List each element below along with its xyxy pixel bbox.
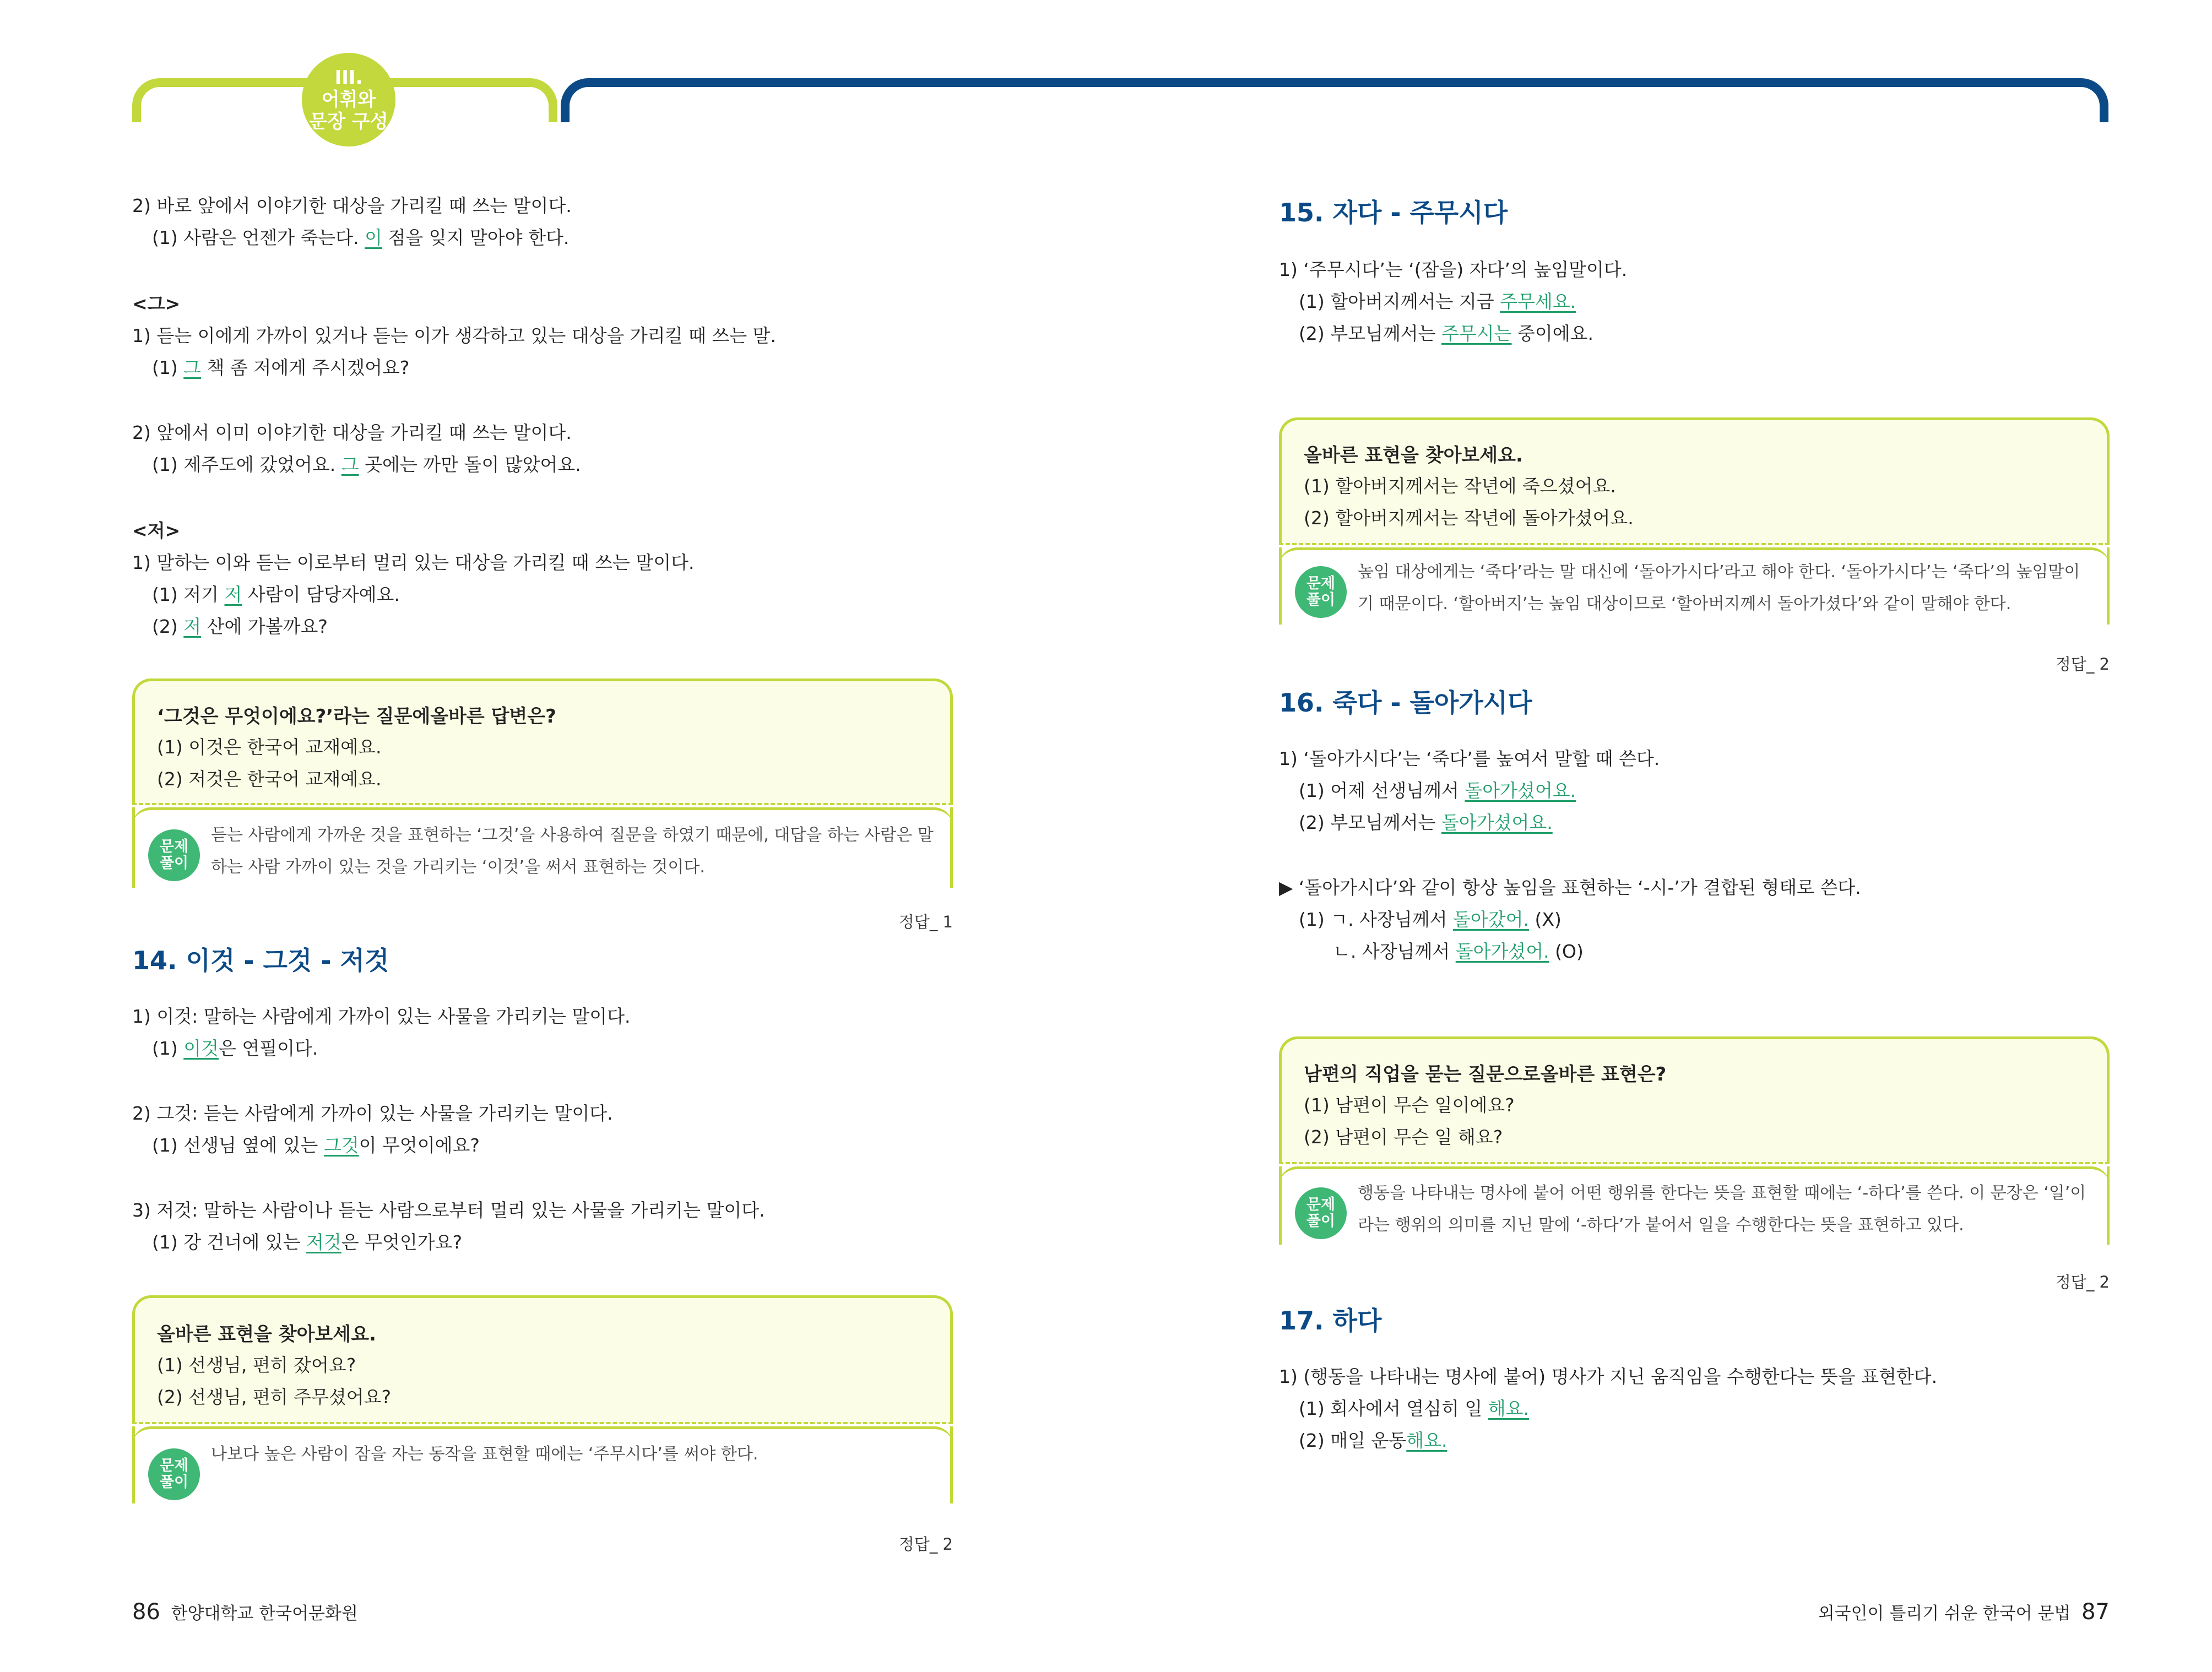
subheading: <그> xyxy=(132,293,181,314)
badge-text: 문제 xyxy=(159,838,189,855)
solution-box xyxy=(132,807,953,888)
example-text: 책 좀 저에게 주시겠어요? xyxy=(201,357,410,378)
example-line xyxy=(132,454,581,476)
text-line: 1) (행동을 나타내는 명사에 붙어) 명사가 지닌 움직임을 수행한다는 뜻을 표현한다. xyxy=(1279,1366,1938,1387)
quiz-option: (2) 선생님, 편히 주무셨어요? xyxy=(157,1386,391,1408)
example-text: (1) 저기 xyxy=(152,584,225,605)
quiz-question: 남편의 직업을 묻는 질문으로올바른 표현은? xyxy=(1304,1063,1667,1085)
page-footer xyxy=(1818,1599,2110,1625)
highlight-word: 돌아가셨어요. xyxy=(1441,812,1553,833)
example-text: (1) 사람은 언젠가 죽는다. xyxy=(152,227,365,248)
quiz-box xyxy=(132,678,953,805)
quiz-option: (1) 할아버지께서는 작년에 죽으셨어요. xyxy=(1304,475,1616,497)
example-text: (2) 부모님께서는 xyxy=(1299,323,1441,344)
example-line xyxy=(1279,812,1553,834)
text-line: 1) 이것: 말하는 사람에게 가까이 있는 사물을 가리키는 말이다. xyxy=(132,1006,631,1027)
example-text: (1) 어제 선생님께서 xyxy=(1299,780,1465,801)
subheading: <저> xyxy=(132,520,181,541)
example-text: 곳에는 까만 돌이 많았어요. xyxy=(359,454,581,475)
text-line: 2) 앞에서 이미 이야기한 대상을 가리킬 때 쓰는 말이다. xyxy=(132,422,572,443)
highlight-word: 그 xyxy=(341,454,359,475)
example-text: (1) 할아버지께서는 지금 xyxy=(1299,291,1500,312)
answer-label: 정답_ 1 xyxy=(898,913,953,931)
chapter-badge xyxy=(302,53,395,146)
example-line xyxy=(1279,291,1576,313)
solution-badge xyxy=(1295,1187,1347,1239)
example-text: 산에 가볼까요? xyxy=(201,616,328,637)
example-text: (O) xyxy=(1549,941,1584,962)
solution-box xyxy=(1279,547,2110,625)
badge-text: 문제 xyxy=(159,1457,189,1474)
quiz-box xyxy=(1279,417,2110,545)
quiz-option: (2) 남편이 무슨 일 해요? xyxy=(1304,1126,1503,1148)
example-line xyxy=(1279,1398,1529,1420)
solution-box xyxy=(132,1426,953,1503)
example-text: 중이에요. xyxy=(1511,323,1594,344)
publisher-name: 한양대학교 한국어문화원 xyxy=(171,1604,358,1624)
text-line: 2) 바로 앞에서 이야기한 대상을 가리킬 때 쓰는 말이다. xyxy=(132,195,572,216)
quiz-option: (2) 저것은 한국어 교재예요. xyxy=(157,768,382,790)
quiz-box xyxy=(1279,1036,2110,1164)
example-line xyxy=(132,1231,462,1253)
page-number: 87 xyxy=(2081,1599,2110,1625)
example-text: (1) 선생님 옆에 있는 xyxy=(152,1134,324,1156)
solution-badge xyxy=(148,829,200,881)
example-text: 은 무엇인가요? xyxy=(341,1231,463,1253)
answer-label: 정답_ 2 xyxy=(2055,655,2110,674)
example-line xyxy=(1279,909,1562,931)
highlight-word: 이것 xyxy=(183,1038,219,1059)
badge-text: 풀이 xyxy=(1306,1213,1336,1230)
answer-label: 정답_ 2 xyxy=(2055,1273,2110,1291)
highlight-word: 그것 xyxy=(323,1134,359,1156)
solution-text: 나보다 높은 사람이 잠을 자는 동작을 표현할 때에는 ‘주무시다’를 써야 한다. xyxy=(211,1445,758,1464)
solution-text: 행동을 나타내는 명사에 붙어 어떤 행위를 한다는 뜻을 표현할 때에는 ‘-하다’를 쓴다. 이 문장은 ‘일’이라는 행위의 의미를 지닌 말에 ‘-하다’가 붙어서 일을 수행한다는 뜻을 표현하고 있다. xyxy=(1358,1184,2086,1235)
example-line xyxy=(132,227,569,249)
badge-text: 풀이 xyxy=(159,855,189,872)
example-line xyxy=(132,357,409,379)
quiz-box xyxy=(132,1295,953,1424)
example-text: 이 무엇이에요? xyxy=(359,1134,480,1156)
highlight-word: 해요. xyxy=(1406,1430,1447,1451)
section-title: 15. 자다 - 주무시다 xyxy=(1279,198,1508,227)
text-line: 1) ‘주무시다’는 ‘(잠을) 자다’의 높임말이다. xyxy=(1279,259,1628,280)
text-line: ▶ ‘돌아가시다’와 같이 항상 높임을 표현하는 ‘-시-’가 결합된 형태로 쓴다. xyxy=(1279,877,1861,898)
example-text: (1) 회사에서 열심히 일 xyxy=(1299,1398,1488,1419)
badge-text: 문제 xyxy=(1306,1196,1336,1213)
example-text: 은 연필이다. xyxy=(219,1038,318,1059)
example-line xyxy=(132,584,400,606)
quiz-option: (2) 할아버지께서는 작년에 돌아가셨어요. xyxy=(1304,507,1634,529)
example-line xyxy=(1279,1430,1447,1452)
example-line xyxy=(132,1134,480,1157)
highlight-word: 저 xyxy=(224,584,242,605)
text-line: 2) 그것: 듣는 사람에게 가까이 있는 사물을 가리키는 말이다. xyxy=(132,1103,613,1124)
section-title: 14. 이것 - 그것 - 저것 xyxy=(132,946,389,975)
solution-box xyxy=(1279,1166,2110,1245)
section-title: 17. 하다 xyxy=(1279,1306,1382,1336)
text-line: 3) 저것: 말하는 사람이나 듣는 사람으로부터 멀리 있는 사물을 가리키는 말이다. xyxy=(132,1199,765,1221)
answer-label: 정답_ 2 xyxy=(898,1535,953,1554)
header-bar-right xyxy=(561,78,2108,122)
example-text: 점을 잊지 말아야 한다. xyxy=(382,227,570,248)
solution-badge xyxy=(148,1448,200,1500)
badge-text: 풀이 xyxy=(159,1474,189,1491)
section-title: 16. 죽다 - 돌아가시다 xyxy=(1279,688,1532,718)
example-line xyxy=(1279,780,1576,802)
quiz-question: ‘그것은 무엇이에요?’라는 질문에올바른 답변은? xyxy=(157,705,556,728)
example-text: (1) xyxy=(152,1038,184,1059)
highlight-word: 그 xyxy=(183,357,202,378)
text-line: 1) 말하는 이와 듣는 이로부터 멀리 있는 대상을 가리킬 때 쓰는 말이다. xyxy=(132,552,695,573)
quiz-question: 올바른 표현을 찾아보세요. xyxy=(157,1323,376,1345)
highlight-word: 이 xyxy=(365,227,382,248)
highlight-word: 돌아가셨어. xyxy=(1455,941,1549,962)
chapter-title-2: 문장 구성 xyxy=(309,111,388,133)
highlight-word: 돌아가셨어요. xyxy=(1465,780,1576,801)
highlight-word: 저것 xyxy=(306,1231,341,1253)
solution-text: 듣는 사람에게 가까운 것을 표현하는 ‘그것’을 사용하여 질문을 하였기 때문에, 대답을 하는 사람은 말하는 사람 가까이 있는 것을 가리키는 ‘이것’을 써서 표현하는 것이다. xyxy=(211,826,934,877)
quiz-option: (1) 이것은 한국어 교재예요. xyxy=(157,736,382,758)
example-text: (1) 강 건너에 있는 xyxy=(152,1231,306,1253)
highlight-word: 해요. xyxy=(1488,1398,1529,1419)
page-number: 86 xyxy=(132,1599,160,1625)
example-line xyxy=(132,616,328,638)
text-line: 1) ‘돌아가시다’는 ‘죽다’를 높여서 말할 때 쓴다. xyxy=(1279,748,1660,769)
example-text: (X) xyxy=(1529,909,1562,930)
chapter-title-1: 어휘와 xyxy=(321,89,376,111)
badge-text: 문제 xyxy=(1306,575,1336,592)
example-text: (1) xyxy=(152,357,184,378)
example-line xyxy=(132,1038,318,1060)
example-line xyxy=(1279,323,1593,345)
example-text: (1) ㄱ. 사장님께서 xyxy=(1299,909,1453,930)
example-line xyxy=(1279,941,1584,963)
highlight-word: 저 xyxy=(183,616,202,637)
chapter-number: III. xyxy=(334,67,363,89)
example-text: (2) 부모님께서는 xyxy=(1299,812,1441,833)
highlight-word: 주무세요. xyxy=(1500,291,1576,312)
quiz-option: (1) 선생님, 편히 잤어요? xyxy=(157,1354,356,1376)
highlight-word: 돌아갔어. xyxy=(1452,909,1529,930)
example-text: 사람이 담당자예요. xyxy=(242,584,400,605)
badge-text: 풀이 xyxy=(1306,591,1336,609)
example-text: ㄴ. 사장님께서 xyxy=(1333,941,1456,962)
example-text: (1) 제주도에 갔었어요. xyxy=(152,454,341,475)
solution-badge xyxy=(1295,566,1347,618)
quiz-option: (1) 남편이 무슨 일이에요? xyxy=(1304,1094,1515,1116)
book-title: 외국인이 틀리기 쉬운 한국어 문법 xyxy=(1818,1604,2071,1624)
example-text: (2) xyxy=(152,616,184,637)
page-footer xyxy=(132,1599,358,1625)
example-text: (2) 매일 운동 xyxy=(1299,1430,1407,1451)
highlight-word: 주무시는 xyxy=(1441,323,1512,344)
solution-text: 높임 대상에게는 ‘죽다’라는 말 대신에 ‘돌아가시다’라고 해야 한다. ‘돌아가시다’는 ‘죽다’의 높임말이기 때문이다. ‘할아버지’는 높임 대상이므로 ‘할아버지께서 돌아가셨다’와 같이 말해야 한다. xyxy=(1358,562,2080,614)
quiz-question: 올바른 표현을 찾아보세요. xyxy=(1304,444,1523,466)
text-line: 1) 듣는 이에게 가까이 있거나 듣는 이가 생각하고 있는 대상을 가리킬 때 쓰는 말. xyxy=(132,325,776,346)
